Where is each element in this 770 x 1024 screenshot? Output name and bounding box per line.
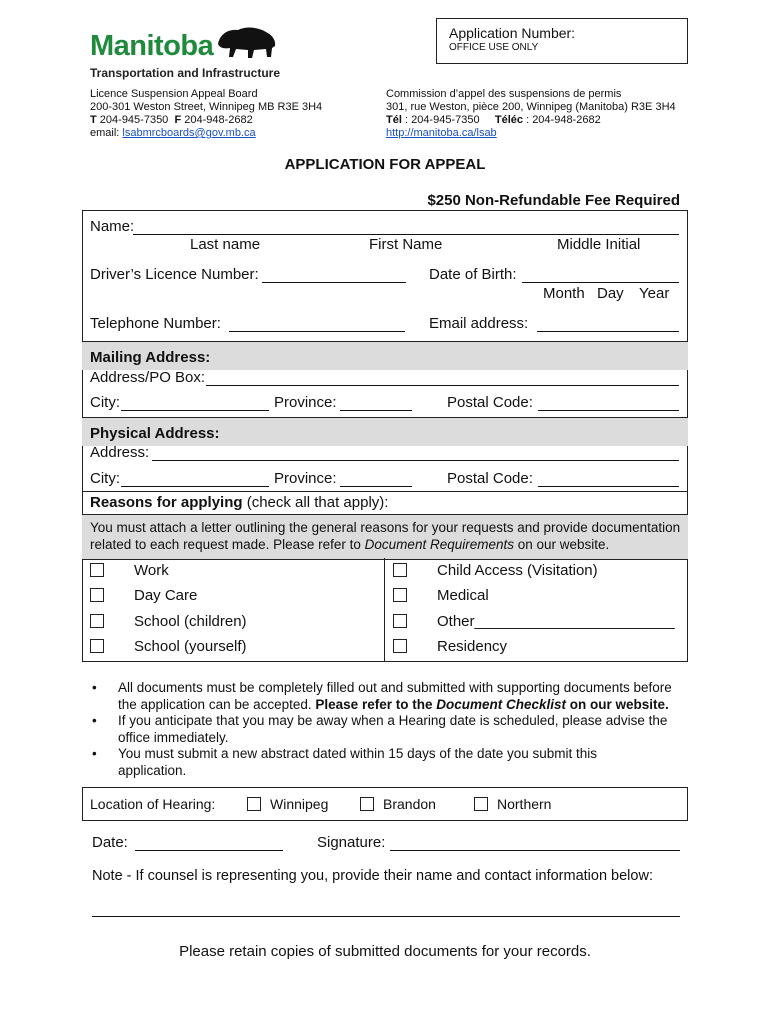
mailing-province-field[interactable]: [340, 410, 412, 411]
fee-notice: $250 Non-Refundable Fee Required: [427, 192, 680, 209]
physical-province-label: Province:: [274, 470, 337, 487]
hearing-label: Location of Hearing:: [90, 796, 216, 812]
bullet-2: • If you anticipate that you may be away when a Hearing date is scheduled, please advise the office immediately.: [92, 713, 668, 745]
date-field[interactable]: [135, 850, 283, 851]
checkbox-winnipeg[interactable]: [247, 797, 261, 811]
hearing-northern: Northern: [497, 796, 552, 812]
physical-address-label: Address:: [90, 444, 150, 461]
logo-wordmark: Manitoba: [90, 30, 214, 62]
phone-label: Telephone Number:: [90, 315, 221, 332]
checkbox-other[interactable]: [393, 614, 407, 628]
reason-residency: Residency: [437, 638, 508, 655]
website-link[interactable]: http://manitoba.ca/lsab: [386, 127, 497, 139]
checkbox-work[interactable]: [90, 563, 104, 577]
mailing-postal-field[interactable]: [538, 410, 679, 411]
application-number-label: Application Number:: [449, 25, 576, 41]
counsel-note: Note - If counsel is representing you, provide their name and contact information below:: [92, 868, 653, 884]
phone-field[interactable]: [229, 331, 405, 332]
hearing-winnipeg: Winnipeg: [270, 796, 329, 812]
hearing-brandon: Brandon: [383, 796, 436, 812]
date-label: Date:: [92, 834, 128, 851]
contact-french: Commission d’appel des suspensions de permis 301, rue Weston, pièce 200, Winnipeg (Manitoba) R3E 3H4 Tél : 204-945-7350 Téléc : 204-948-2682 http://manitoba.ca/lsab: [386, 88, 676, 139]
counsel-field[interactable]: [92, 916, 680, 917]
licence-field[interactable]: [262, 282, 406, 283]
checkbox-brandon[interactable]: [360, 797, 374, 811]
last-name-caption: Last name: [190, 236, 261, 253]
mailing-city-field[interactable]: [121, 410, 269, 411]
application-number-box: [436, 18, 688, 64]
physical-postal-label: Postal Code:: [447, 470, 533, 487]
signature-field[interactable]: [390, 850, 680, 851]
dob-month-caption: Month: [543, 285, 585, 302]
licence-label: Driver’s Licence Number:: [90, 266, 259, 283]
reasons-heading: Reasons for applying (check all that apply):: [90, 494, 389, 511]
middle-initial-caption: Middle Initial: [557, 236, 641, 253]
bullet-1: • All documents must be completely filled out and submitted with supporting documents before the application can be accepted. Please refer to the Document Checklist on our website.: [92, 680, 672, 712]
physical-province-field[interactable]: [340, 486, 412, 487]
logo-tagline: Transportation and Infrastructure: [90, 66, 281, 80]
physical-address-field[interactable]: [152, 460, 679, 461]
mailing-heading: Mailing Address:: [90, 349, 211, 366]
reasons-divider: [82, 491, 688, 492]
reason-school-yourself: School (yourself): [134, 638, 247, 655]
reasons-note: You must attach a letter outlining the general reasons for your requests and provide documentation related to each request made. Please refer to Document Requirements on our website.: [90, 520, 681, 552]
email-link[interactable]: lsabmrcboards@gov.mb.ca: [122, 127, 256, 139]
physical-city-field[interactable]: [121, 486, 269, 487]
reason-school-children: School (children): [134, 613, 247, 630]
dob-label: Date of Birth:: [429, 266, 517, 283]
page-title: APPLICATION FOR APPEAL: [284, 156, 486, 173]
retain-note: Please retain copies of submitted documents for your records.: [179, 943, 591, 960]
manitoba-logo: [90, 22, 290, 82]
mailing-address-label: Address/PO Box:: [90, 369, 206, 386]
reason-other: Other________________________: [437, 613, 675, 630]
email-field[interactable]: [537, 331, 679, 332]
checkbox-northern[interactable]: [474, 797, 488, 811]
dob-day-caption: Day: [597, 285, 624, 302]
mailing-province-label: Province:: [274, 394, 337, 411]
bison-icon: [214, 24, 278, 62]
name-label: Name:: [90, 218, 135, 235]
checkbox-medical[interactable]: [393, 588, 407, 602]
reason-medical: Medical: [437, 587, 489, 604]
signature-label: Signature:: [317, 834, 386, 851]
contact-english: Licence Suspension Appeal Board 200-301 Weston Street, Winnipeg MB R3E 3H4 T 204-945-7350 F 204-948-2682 email: lsabmrcboards@gov.mb.ca: [90, 88, 323, 139]
email-label: Email address:: [429, 315, 529, 332]
reason-day-care: Day Care: [134, 587, 198, 604]
mailing-postal-label: Postal Code:: [447, 394, 533, 411]
dob-year-caption: Year: [639, 285, 670, 302]
checkbox-school-yourself[interactable]: [90, 639, 104, 653]
checkbox-residency[interactable]: [393, 639, 407, 653]
physical-postal-field[interactable]: [538, 486, 679, 487]
bullet-3: • You must submit a new abstract dated within 15 days of the date you submit this application.: [92, 746, 598, 778]
name-field[interactable]: [133, 234, 679, 235]
checkbox-day-care[interactable]: [90, 588, 104, 602]
mailing-address-field[interactable]: [206, 385, 679, 386]
reason-work: Work: [134, 562, 169, 579]
mailing-city-label: City:: [90, 394, 120, 411]
physical-city-label: City:: [90, 470, 120, 487]
checkbox-child-access[interactable]: [393, 563, 407, 577]
first-name-caption: First Name: [369, 236, 443, 253]
physical-heading: Physical Address:: [90, 425, 220, 442]
reasons-column-divider: [384, 558, 385, 662]
office-use-only: OFFICE USE ONLY: [449, 42, 539, 53]
dob-field[interactable]: [522, 282, 679, 283]
checkbox-school-children[interactable]: [90, 614, 104, 628]
reason-child-access: Child Access (Visitation): [437, 562, 598, 579]
